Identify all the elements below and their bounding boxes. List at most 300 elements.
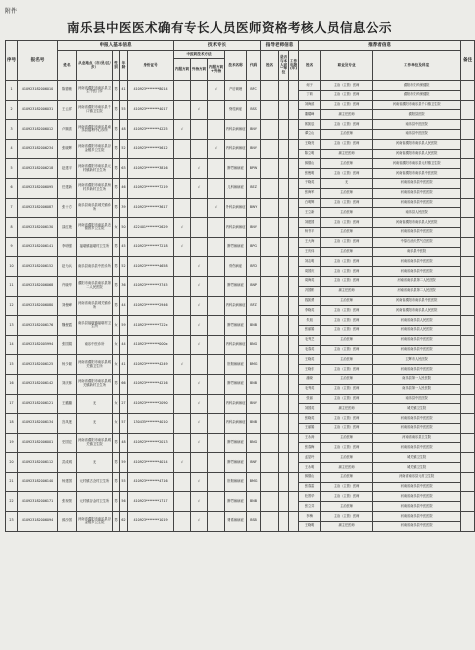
header-age: 年龄 — [120, 51, 128, 81]
cell-int-ext — [208, 276, 225, 296]
cell-rec-unit: 城关镇卫生院 — [373, 453, 461, 463]
table-row — [6, 218, 475, 228]
cell-seq: 23 — [6, 512, 18, 532]
cell-rec-title: 主治（主管）医师 — [321, 345, 373, 355]
cell-rec-unit: 河南省濮阳市南乐县元村镇卫生院 — [373, 159, 461, 169]
cell-internal — [174, 159, 191, 179]
cell-id-no: 410923********1019 — [128, 512, 174, 532]
cell-name: 刘庆林 — [58, 374, 77, 394]
cell-rec-name: 薛德山 — [299, 472, 321, 482]
cell-remarks — [461, 218, 475, 238]
cell-tech-name: 内科杂病病症 — [225, 394, 247, 414]
cell-years — [289, 374, 299, 394]
cell-rec-title: 主治医师 — [321, 129, 373, 139]
cell-remarks — [461, 453, 475, 473]
cell-rec-title: 主治（主管）医师 — [321, 120, 373, 130]
cell-report-no: 410923182006112 — [18, 453, 58, 473]
cell-rec-unit: 河南省南乐县中医医院 — [373, 492, 461, 502]
cell-remarks — [461, 178, 475, 198]
cell-report-no: 410923182006068 — [18, 276, 58, 296]
cell-rec-name: 于晓英 — [299, 178, 321, 188]
cell-rec-name: 王庆伟 — [299, 247, 321, 257]
cell-rec-title: 主治医师 — [321, 355, 373, 365]
cell-rec-unit: 城关镇卫生院 — [373, 463, 461, 473]
cell-years — [289, 159, 299, 179]
cell-same-unit — [279, 433, 289, 453]
header-name: 姓名 — [58, 51, 77, 81]
cell-years — [289, 335, 299, 355]
cell-age: 44 — [120, 335, 128, 355]
cell-rec-unit: 城关镇卫生院 — [373, 404, 461, 414]
cell-rec-title: 主治医师 — [321, 227, 373, 237]
cell-age: 46 — [120, 178, 128, 198]
cell-rec-title: 副主任医师 — [321, 110, 373, 120]
table-row — [6, 472, 475, 482]
header-sup-name: 姓名 — [261, 51, 279, 81]
cell-gender: 男 — [113, 178, 120, 198]
cell-same-unit — [279, 276, 289, 296]
cell-external: √ — [191, 472, 208, 492]
cell-years — [289, 453, 299, 473]
cell-remarks — [461, 159, 475, 179]
cell-rec-title: 主治（主管）医师 — [321, 492, 373, 502]
cell-code: BMG — [247, 472, 261, 492]
cell-seq: 19 — [6, 433, 18, 453]
cell-id-no: 410923********2090 — [128, 394, 174, 414]
cell-location: 南乐县福堪镇福堪村卫生所 — [77, 316, 113, 336]
cell-remarks — [461, 120, 475, 140]
cell-report-no: 410923182006171 — [18, 492, 58, 512]
cell-external — [191, 218, 208, 238]
cell-code: BSS — [247, 100, 261, 120]
cell-seq: 21 — [6, 472, 18, 492]
cell-tech-name: 内科杂病病症 — [225, 296, 247, 316]
cell-internal — [174, 335, 191, 355]
cell-seq: 14 — [6, 335, 18, 355]
cell-rec-title: 主治医师 — [321, 433, 373, 443]
cell-external: √ — [191, 433, 208, 453]
table-row — [6, 139, 475, 149]
cell-rec-unit: 卫辉市人民医院 — [373, 355, 461, 365]
cell-age: 62 — [120, 512, 128, 532]
cell-int-ext — [208, 394, 225, 414]
cell-name: 陈德敏 — [58, 81, 77, 101]
cell-rec-title: 主治（主管）医师 — [321, 198, 373, 208]
table-body — [6, 81, 475, 532]
cell-code: BSB — [247, 512, 261, 532]
cell-id-no: 410923********3816 — [128, 159, 174, 179]
cell-years — [289, 472, 299, 492]
cell-tech-name: 内科杂病病症 — [225, 414, 247, 434]
cell-name: 刘俊峰 — [58, 296, 77, 316]
cell-tech-name: 脾胃病病症 — [225, 433, 247, 453]
cell-code: BMG — [247, 355, 261, 375]
cell-rec-title: 主治（主管）医师 — [321, 384, 373, 394]
cell-id-no: 410923********3745 — [128, 276, 174, 296]
cell-internal — [174, 198, 191, 218]
cell-internal: √ — [174, 120, 191, 140]
table-row — [6, 512, 475, 522]
cell-age: 44 — [120, 296, 128, 316]
cell-years — [289, 355, 299, 375]
cell-tech-name: 肾系病病症 — [225, 512, 247, 532]
cell-remarks — [461, 492, 475, 512]
table-row — [6, 276, 475, 286]
cell-sup-name — [261, 139, 279, 159]
cell-age: 36 — [120, 276, 128, 296]
cell-gender: 男 — [113, 81, 120, 101]
cell-same-unit — [279, 198, 289, 218]
cell-remarks — [461, 433, 475, 453]
cell-sup-name — [261, 159, 279, 179]
cell-report-no: 410923182006087 — [18, 198, 58, 218]
cell-id-no: 410923********8014 — [128, 81, 174, 101]
cell-rec-unit: 南乐县人民医院 — [373, 208, 461, 218]
cell-internal — [174, 139, 191, 159]
cell-seq: 12 — [6, 296, 18, 316]
table-row — [6, 414, 475, 424]
header-rec-unit: 工作单位及科室 — [373, 51, 461, 81]
personnel-table — [5, 40, 475, 532]
cell-rec-name: 王立新 — [299, 208, 321, 218]
cell-same-unit — [279, 394, 289, 414]
cell-rec-name: 王丽娟 — [299, 423, 321, 433]
cell-rec-unit: 南乐县中医医院 — [373, 394, 461, 404]
cell-external: √ — [191, 316, 208, 336]
cell-rec-name: 刘志明 — [299, 257, 321, 267]
cell-years — [289, 198, 299, 218]
cell-location: 濮阳市南乐县南乐县第二人民医院 — [77, 276, 113, 296]
cell-seq: 7 — [6, 198, 18, 218]
cell-tech-name: 脾胃病病症 — [225, 237, 247, 257]
cell-int-ext — [208, 120, 225, 140]
cell-name: 杨建国 — [58, 472, 77, 492]
cell-gender: 男 — [113, 296, 120, 316]
cell-int-ext — [208, 472, 225, 492]
cell-same-unit — [279, 316, 289, 336]
cell-external: √ — [191, 276, 208, 296]
cell-rec-name: 董耀峰 — [299, 110, 321, 120]
cell-same-unit — [279, 355, 289, 375]
cell-name: 武成城 — [58, 453, 77, 473]
header-rec-name: 姓名 — [299, 51, 321, 81]
cell-code: BNY — [247, 139, 261, 159]
cell-rec-name: 丁莉 — [299, 90, 321, 100]
cell-age: 45 — [120, 237, 128, 257]
cell-rec-title: 主治（主管）医师 — [321, 276, 373, 286]
cell-tech-name: 骨伤病症 — [225, 257, 247, 277]
table-row — [6, 355, 475, 365]
cell-rec-unit: 河南省南乐县元村卫生院 — [373, 472, 461, 482]
header-tech-expertise: 技术专长 — [174, 41, 261, 51]
cell-gender: 男 — [113, 120, 120, 140]
cell-gender: 男 — [113, 472, 120, 492]
cell-rec-name: 张海军 — [299, 188, 321, 198]
cell-rec-unit: 河南省南乐县人民医院 — [373, 316, 461, 326]
cell-external: √ — [191, 100, 208, 120]
cell-rec-unit: 河南省南乐县中医医院 — [373, 365, 461, 375]
cell-id-no: 410923********1717 — [128, 492, 174, 512]
table-row — [6, 374, 475, 384]
cell-years — [289, 178, 299, 198]
cell-sup-name — [261, 296, 279, 316]
cell-tech-name: 肝胆病病症 — [225, 355, 247, 375]
cell-rec-name: 张春梅 — [299, 443, 321, 453]
cell-seq: 10 — [6, 257, 18, 277]
cell-name: 宫凤莲 — [58, 414, 77, 434]
table-row — [6, 100, 475, 110]
cell-rec-unit: 河南省南乐县中医医院 — [373, 512, 461, 522]
cell-rec-title: 主治医师 — [321, 453, 373, 463]
cell-external — [191, 139, 208, 159]
cell-report-no: 410923182006130 — [18, 218, 58, 238]
cell-id-no: 410923********4658 — [128, 257, 174, 277]
cell-id-no: 410923********7219 — [128, 178, 174, 198]
cell-rec-title: 主治医师 — [321, 335, 373, 345]
cell-years — [289, 257, 299, 277]
cell-tech-name: 外科杂病病症 — [225, 198, 247, 218]
cell-rec-name: 张晓英 — [299, 414, 321, 424]
cell-rec-name: 薛德山 — [299, 159, 321, 169]
cell-remarks — [461, 355, 475, 375]
cell-rec-unit: 河南省南乐县中医医院 — [373, 198, 461, 208]
cell-rec-title: 主治（主管）医师 — [321, 394, 373, 404]
cell-rec-unit: 濮阳县医院 — [373, 110, 461, 120]
cell-external — [191, 120, 208, 140]
cell-rec-title: 主治（主管）医师 — [321, 443, 373, 453]
header-location: 从业地点（市/县/区/乡） — [77, 51, 113, 81]
cell-report-no: 410923182006176 — [18, 316, 58, 336]
cell-id-no: 410923********3617 — [128, 198, 174, 218]
cell-rec-unit: 河南省南乐县中医医院 — [373, 502, 461, 512]
cell-int-ext — [208, 237, 225, 257]
cell-location: 元村镇谷金村卫生所 — [77, 492, 113, 512]
cell-code: BWY — [247, 198, 261, 218]
cell-tech-name: 肝胆病病症 — [225, 472, 247, 492]
cell-rec-title: 副主任医师 — [321, 463, 373, 473]
cell-same-unit — [279, 374, 289, 394]
cell-name: 张现领 — [58, 492, 77, 512]
cell-rec-name: 冯国彬 — [299, 286, 321, 296]
cell-remarks — [461, 374, 475, 394]
cell-sup-name — [261, 472, 279, 492]
cell-rec-unit: 河南省南乐县中医医院 — [373, 521, 461, 531]
cell-id-no: 410923********2013 — [128, 433, 174, 453]
cell-seq: 9 — [6, 237, 18, 257]
cell-id-no: 410923********000x — [128, 335, 174, 355]
cell-rec-unit: 河南省南乐县中医医院 — [373, 414, 461, 424]
cell-rec-unit: 河南省南乐县中医医院 — [373, 482, 461, 492]
cell-remarks — [461, 198, 475, 218]
cell-tech-name: 内科杂病病症 — [225, 218, 247, 238]
cell-name: 魏俊霞 — [58, 316, 77, 336]
cell-same-unit — [279, 139, 289, 159]
cell-rec-unit: 南乐县第一人民医院 — [373, 374, 461, 384]
cell-same-unit — [279, 120, 289, 140]
cell-remarks — [461, 394, 475, 414]
cell-int-ext — [208, 296, 225, 316]
cell-years — [289, 237, 299, 257]
cell-code: BNP — [247, 276, 261, 296]
header-code: 代码 — [247, 51, 261, 81]
cell-sup-name — [261, 218, 279, 238]
cell-id-no: 410923********4014 — [128, 453, 174, 473]
cell-years — [289, 316, 299, 336]
cell-rec-name: 王晓亮 — [299, 139, 321, 149]
cell-name: 许晓华 — [58, 276, 77, 296]
header-external: 外治方药 — [191, 59, 208, 81]
cell-rec-name: 王晓英 — [299, 355, 321, 365]
cell-same-unit — [279, 512, 289, 532]
cell-int-ext — [208, 512, 225, 532]
cell-code: BNY — [247, 218, 261, 238]
cell-remarks — [461, 335, 475, 355]
cell-rec-title: 副主任医师 — [321, 286, 373, 296]
cell-years — [289, 433, 299, 453]
table-row — [6, 316, 475, 326]
cell-rec-name: 张丽娟 — [299, 325, 321, 335]
cell-gender: 男 — [113, 198, 120, 218]
cell-id-no: 410923********4216 — [128, 374, 174, 394]
cell-name: 李明强 — [58, 237, 77, 257]
cell-sup-name — [261, 355, 279, 375]
cell-external: √ — [191, 257, 208, 277]
cell-rec-name: 钱凯勇 — [299, 296, 321, 306]
cell-code: BNF — [247, 453, 261, 473]
cell-external: √ — [191, 414, 208, 434]
cell-same-unit — [279, 218, 289, 238]
table-row — [6, 335, 475, 345]
cell-years — [289, 414, 299, 434]
cell-age: 55 — [120, 472, 128, 492]
cell-location: 河南省濮阳市南乐县千口镇卫生院 — [77, 100, 113, 120]
cell-rec-name: 刘建国 — [299, 218, 321, 228]
cell-location: 河南省濮阳市南乐县杨村乡新村卫生所 — [77, 178, 113, 198]
cell-rec-unit: 河南省濮阳市南乐县人民医院 — [373, 139, 461, 149]
cell-remarks — [461, 472, 475, 492]
cell-sup-name — [261, 433, 279, 453]
cell-rec-title: 主治（主管）医师 — [321, 218, 373, 228]
cell-id-no: 410923********2946 — [128, 296, 174, 316]
cell-gender: 女 — [113, 394, 120, 414]
cell-int-ext — [208, 335, 225, 355]
cell-seq: 2 — [6, 100, 18, 120]
cell-report-no: 410923182006094 — [18, 512, 58, 532]
cell-gender: 男 — [113, 512, 120, 532]
cell-int-ext — [208, 159, 225, 179]
cell-rec-name: 杜景华 — [299, 492, 321, 502]
cell-rec-name: 陈立明 — [299, 149, 321, 159]
cell-location: 河南省濮阳市南乐县元村镇新村卫生所 — [77, 159, 113, 179]
cell-rec-name: 何子 — [299, 81, 321, 91]
cell-int-ext — [208, 374, 225, 394]
cell-external: √ — [191, 512, 208, 532]
cell-external — [191, 453, 208, 473]
cell-rec-name: 王晓东 — [299, 365, 321, 375]
cell-years — [289, 120, 299, 140]
cell-same-unit — [279, 335, 289, 355]
cell-name: 卢顺喜 — [58, 120, 77, 140]
cell-id-no: 410923********4249 — [128, 355, 174, 375]
cell-location: 河南省濮阳市南乐县谷金楼乡卫生院 — [77, 512, 113, 532]
cell-sup-name — [261, 198, 279, 218]
cell-remarks — [461, 257, 475, 277]
cell-seq: 8 — [6, 218, 18, 238]
cell-gender: 男 — [113, 433, 120, 453]
cell-internal — [174, 472, 191, 492]
cell-tech-name: 脾胃病病症 — [225, 159, 247, 179]
table-row — [6, 198, 475, 208]
cell-age: 41 — [120, 81, 128, 101]
cell-code: BEZ — [247, 178, 261, 198]
cell-rec-title: 主治医师 — [321, 247, 373, 257]
cell-internal: √ — [174, 218, 191, 238]
cell-tech-name: 脊柱病症 — [225, 100, 247, 120]
cell-rec-unit: 河南省南乐县人民医院 — [373, 325, 461, 335]
cell-sup-name — [261, 374, 279, 394]
cell-name: 张晓辉 — [58, 139, 77, 159]
cell-gender: 女 — [113, 335, 120, 355]
cell-internal — [174, 257, 191, 277]
cell-remarks — [461, 296, 475, 316]
cell-sup-name — [261, 120, 279, 140]
table-row — [6, 178, 475, 188]
cell-location: 无 — [77, 453, 113, 473]
header-rec-title: 职业及专业 — [321, 51, 373, 81]
cell-tech-name: 脾胃病病症 — [225, 374, 247, 394]
cell-location: 河南省濮阳市南乐县近德固乡卫生院 — [77, 218, 113, 238]
header-recommender-info: 推荐者信息 — [299, 41, 461, 51]
cell-remarks — [461, 139, 475, 159]
cell-name: 杨少颖 — [58, 355, 77, 375]
cell-gender: 男 — [113, 159, 120, 179]
cell-internal — [174, 316, 191, 336]
cell-years — [289, 512, 299, 532]
cell-age: 50 — [120, 218, 128, 238]
header-basic-info: 申报人基本信息 — [58, 41, 174, 51]
cell-id-no: 422401********2629 — [128, 218, 174, 238]
cell-external: √ — [191, 296, 208, 316]
cell-rec-title: 主治（主管）医师 — [321, 100, 373, 110]
cell-internal — [174, 100, 191, 120]
cell-location: 河南省濮阳市南乐县谷金楼乡卫生院 — [77, 139, 113, 159]
cell-seq: 5 — [6, 159, 18, 179]
cell-rec-unit: 河南省南乐县中医医院 — [373, 423, 461, 433]
header-int-ext: 内服方药+外治 — [208, 59, 225, 81]
annex-label: 附件 — [5, 8, 18, 15]
cell-gender: 男 — [113, 453, 120, 473]
cell-gender: 女 — [113, 414, 120, 434]
cell-gender: 女 — [113, 355, 120, 375]
cell-location: 河南省濮阳市南乐县城关镇新村卫生所 — [77, 374, 113, 394]
cell-rec-unit: 河南省南乐县中医医院 — [373, 345, 461, 355]
cell-internal — [174, 296, 191, 316]
cell-rec-title: 主治（主管）医师 — [321, 423, 373, 433]
cell-gender: 男 — [113, 492, 120, 512]
cell-rec-unit: 中原石油天然气总医院 — [373, 237, 461, 247]
cell-seq: 11 — [6, 276, 18, 296]
cell-rec-unit: 河南省南乐县中医医院 — [373, 443, 461, 453]
cell-report-no: 410923182006134 — [18, 414, 58, 434]
cell-code: BFC — [247, 81, 261, 101]
cell-age: 63 — [120, 159, 128, 179]
cell-int-ext — [208, 257, 225, 277]
cell-rec-name: 刘国英 — [299, 404, 321, 414]
cell-same-unit — [279, 159, 289, 179]
cell-rec-unit: 南乐县第一人民医院 — [373, 384, 461, 394]
cell-years — [289, 81, 299, 101]
cell-seq: 15 — [6, 355, 18, 375]
